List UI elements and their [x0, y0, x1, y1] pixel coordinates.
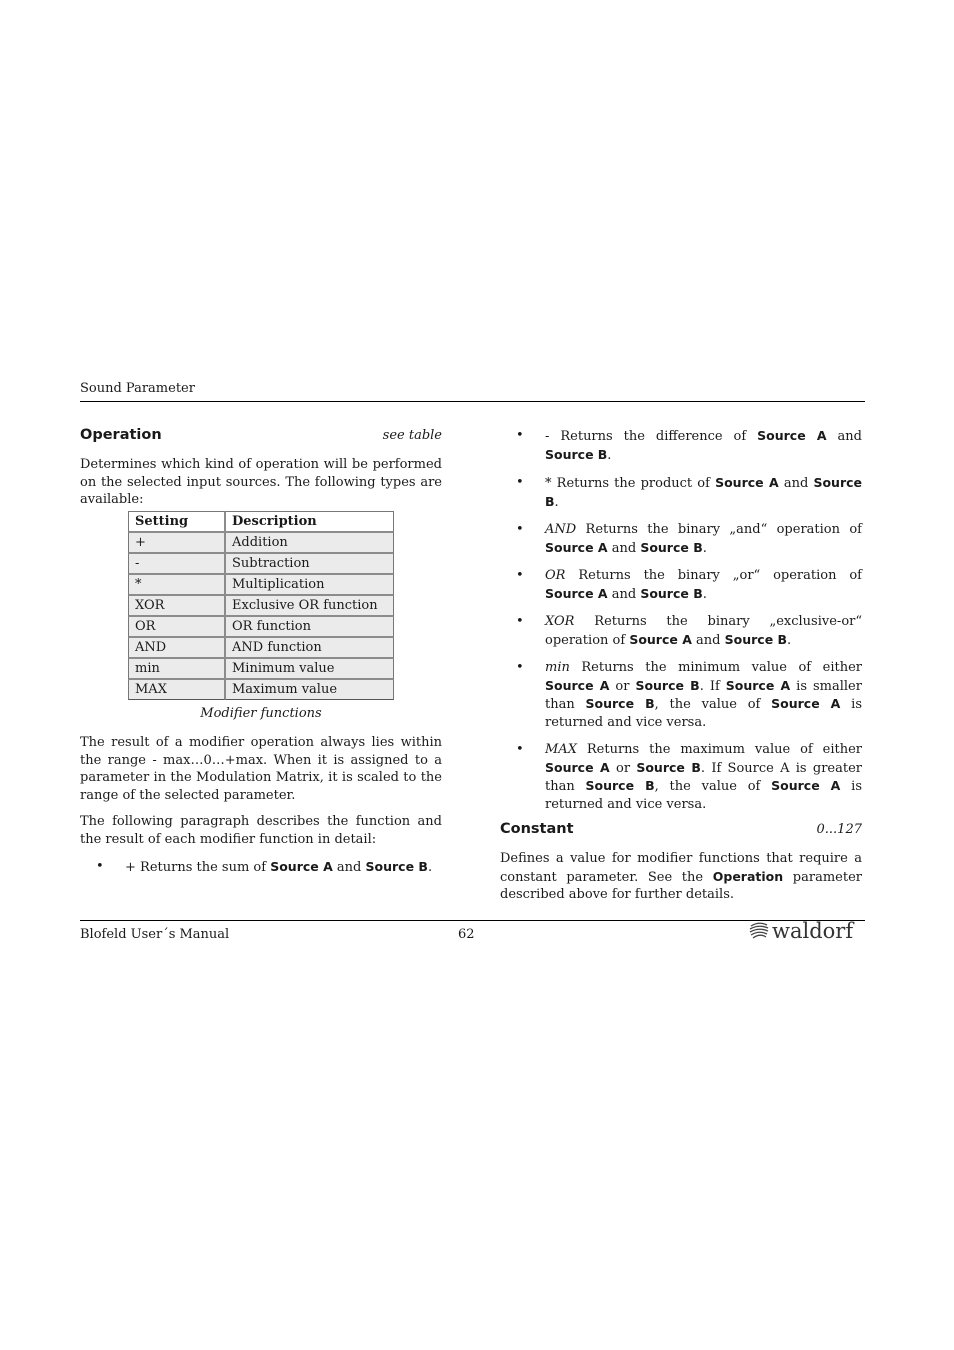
table-cell-description: Maximum value — [226, 680, 394, 700]
bullet-icon: • — [516, 522, 524, 537]
operation-range: see table — [382, 428, 442, 443]
constant-heading-row — [500, 821, 862, 841]
logo-wordmark: waldorf — [772, 919, 854, 943]
header-rule — [80, 401, 865, 402]
table-cell-description: AND function — [226, 638, 394, 659]
bullet-list-right — [500, 427, 862, 813]
table-row — [128, 575, 394, 596]
right-column — [500, 427, 862, 904]
following-paragraph: The following paragraph describes the function and the result of each modifier function in detail: — [80, 814, 442, 847]
bullet-list-left — [80, 858, 442, 877]
constant-heading: Constant — [500, 821, 574, 837]
table-cell-setting: min — [128, 659, 226, 680]
result-paragraph: The result of a modifier operation always lies within the range - max…0…+max. When it is assigned to a parameter in the Modulation Matrix, it is scaled to the range of the selected parameter. — [80, 735, 442, 803]
list-item: • - Returns the difference of Source A and Source B. — [516, 428, 862, 463]
left-column — [80, 427, 442, 877]
table-row — [128, 554, 394, 575]
operation-heading-row — [80, 427, 442, 447]
table-caption: Modifier functions — [200, 705, 322, 721]
list-item: • AND Returns the binary „and“ operation of Source A and Source B. — [516, 522, 862, 556]
bullet-icon: • — [516, 614, 524, 629]
waldorf-logo — [748, 919, 853, 943]
constant-paragraph: Defines a value for modifier functions that require a constant parameter. See the Operation parameter described above for further details. — [500, 851, 862, 902]
table-cell-description: Minimum value — [226, 659, 394, 680]
bullet-icon: • — [516, 742, 524, 757]
operation-intro: Determines which kind of operation will be performed on the selected input sources. The following types are available: — [80, 457, 442, 507]
bullet-icon: • — [516, 660, 524, 675]
list-item: • XOR Returns the binary „exclusive-or“ operation of Source A and Source B. — [516, 614, 863, 648]
table-cell-description: Multiplication — [226, 575, 394, 596]
table-row — [128, 596, 394, 617]
table-cell-setting: AND — [128, 638, 226, 659]
table-row — [128, 659, 394, 680]
table-cell-setting: OR — [128, 617, 226, 638]
constant-range: 0...127 — [816, 822, 862, 837]
footer-manual-title: Blofeld User´s Manual — [80, 927, 230, 942]
bullet-icon: • — [96, 859, 104, 874]
table-cell-setting: - — [128, 554, 226, 575]
waldorf-swirl-icon — [748, 920, 770, 942]
list-item: • min Returns the minimum value of either Source A or Source B. If Source A is smaller than Source B, the value of Source A is returned and vice versa. — [516, 660, 863, 730]
modifier-functions-table — [128, 511, 394, 700]
table-row — [128, 638, 394, 659]
table-header-row — [128, 511, 394, 533]
running-header: Sound Parameter — [80, 381, 195, 396]
bullet-icon: • — [516, 568, 524, 583]
list-item: • MAX Returns the maximum value of either Source A or Source B. If Source A is greater than Source B, the value of Source A is returned and vice versa. — [516, 742, 863, 812]
table-cell-setting: * — [128, 575, 226, 596]
table-cell-description: OR function — [226, 617, 394, 638]
table-header-setting: Setting — [128, 511, 226, 533]
bullet-icon: • — [516, 428, 524, 443]
bullet-icon: • — [516, 475, 524, 490]
table-cell-setting: + — [128, 533, 226, 554]
list-item: • + Returns the sum of Source A and Source B. — [96, 859, 433, 875]
table-row — [128, 617, 394, 638]
table-row — [128, 533, 394, 554]
list-item: • * Returns the product of Source A and Source B. — [516, 475, 862, 510]
operation-heading: Operation — [80, 427, 162, 443]
table-cell-description: Exclusive OR function — [226, 596, 394, 617]
list-item: • OR Returns the binary „or“ operation of Source A and Source B. — [516, 568, 862, 602]
table-cell-description: Subtraction — [226, 554, 394, 575]
table-cell-setting: XOR — [128, 596, 226, 617]
table-cell-setting: MAX — [128, 680, 226, 700]
page-number: 62 — [458, 927, 475, 942]
table-row — [128, 680, 394, 700]
table-cell-description: Addition — [226, 533, 394, 554]
table-header-description: Description — [226, 511, 394, 533]
